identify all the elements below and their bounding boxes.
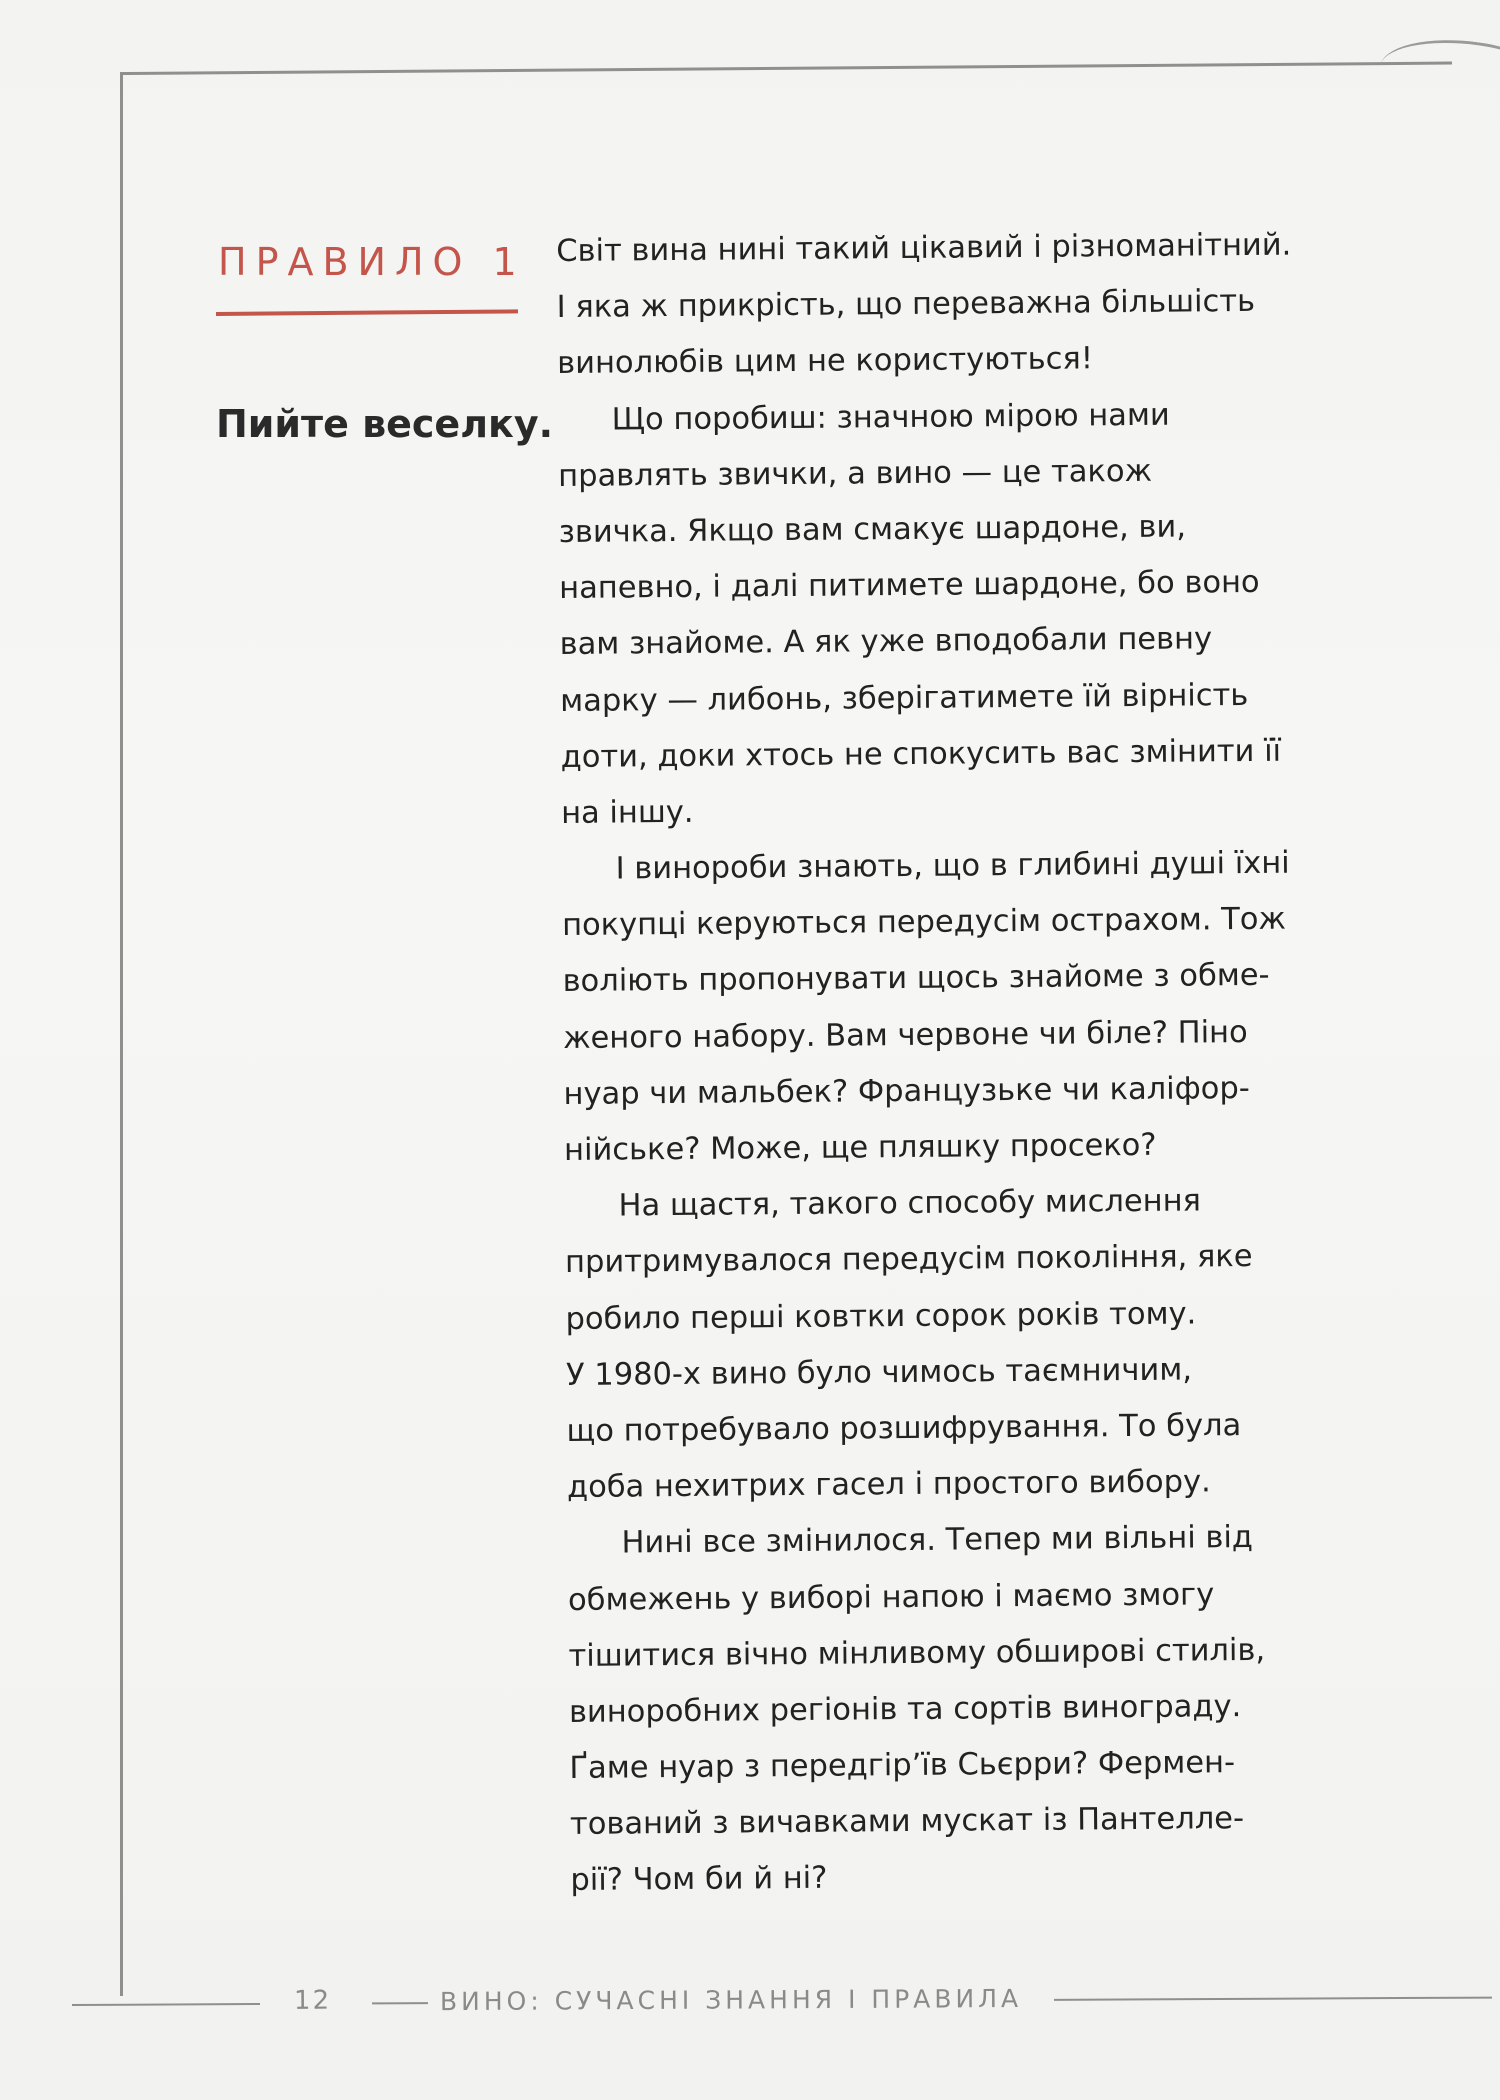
body-line: І винороби знають, що в глибині душі їхні xyxy=(615,845,1290,887)
page-corner-curl xyxy=(1376,29,1500,114)
rule-heading: ПРАВИЛО 1 xyxy=(218,240,526,284)
page-frame-top xyxy=(122,62,1452,75)
body-line: На щастя, такого способу мислення xyxy=(618,1183,1202,1224)
body-line: притримувалося передусім покоління, яке xyxy=(564,1239,1253,1281)
page-frame-left xyxy=(120,72,123,1996)
body-line: правлять звички, а вино — це також xyxy=(558,453,1153,494)
body-line: на іншу. xyxy=(560,794,694,831)
body-text xyxy=(556,217,1421,1910)
body-line: доба нехитрих гасел і простого вибору. xyxy=(566,1464,1211,1506)
footer-rule xyxy=(72,2003,260,2006)
body-line: напевно, і далі питимете шардоне, бо воно xyxy=(559,564,1260,607)
body-line: воліють пропонувати щось знайоме з обме- xyxy=(562,958,1270,1000)
body-line: І яка ж прикрість, що переважна більшість xyxy=(556,284,1256,326)
footer-rule xyxy=(372,2002,428,2004)
body-line: виноробних регіонів та сортів винограду. xyxy=(568,1688,1242,1730)
body-line: звичка. Якщо вам смакує шардоне, ви, xyxy=(558,509,1187,550)
page-number: 12 xyxy=(293,1985,332,2016)
body-line: доти, доки хтось не спокусить вас змінити її xyxy=(560,733,1282,775)
body-line: вам знайоме. А як уже вподобали певну xyxy=(559,621,1213,663)
body-line: робило перші ковтки сорок років тому. xyxy=(565,1296,1197,1337)
book-title: ВИНО: СУЧАСНІ ЗНАННЯ І ПРАВИЛА xyxy=(439,1984,1023,2017)
page-footer xyxy=(72,1978,1492,2025)
body-line: Світ вина нині такий цікавий і різноманітний. xyxy=(556,227,1292,269)
body-line: рії? Чом би й ні? xyxy=(570,1861,828,1899)
body-line: нуар чи мальбек? Французьке чи каліфор- xyxy=(563,1070,1250,1112)
body-line: що потребувало розшифрування. То була xyxy=(566,1408,1242,1449)
rule-title: Пийте веселку. xyxy=(216,402,554,446)
body-line: У 1980-х вино було чимось таємничим, xyxy=(565,1352,1193,1393)
body-line: нійське? Може, ще пляшку просеко? xyxy=(563,1127,1157,1168)
body-line: Ґаме нуар з передгір’їв Сьєрри? Фермен- xyxy=(569,1745,1236,1787)
footer-rule xyxy=(1054,1997,1492,2001)
body-line: Нині все змінилося. Тепер ми вільні від xyxy=(621,1520,1254,1561)
body-line: Що поробиш: значною мірою нами xyxy=(611,397,1170,438)
body-line: тішитися вічно мінливому обширові стилів, xyxy=(568,1632,1266,1674)
body-line: обмежень у виборі напою і маємо змогу xyxy=(567,1576,1215,1618)
body-line: тований з вичавками мускат із Пантелле- xyxy=(569,1801,1245,1843)
body-line: женого набору. Вам червоне чи біле? Піно xyxy=(562,1014,1248,1056)
body-line: марку — либонь, зберігатимете їй вірність xyxy=(560,677,1249,719)
rule-underline xyxy=(216,309,518,316)
body-line: покупці керуються передусім острахом. Тож xyxy=(561,901,1287,944)
body-line: винолюбів цим не користуються! xyxy=(557,341,1094,382)
